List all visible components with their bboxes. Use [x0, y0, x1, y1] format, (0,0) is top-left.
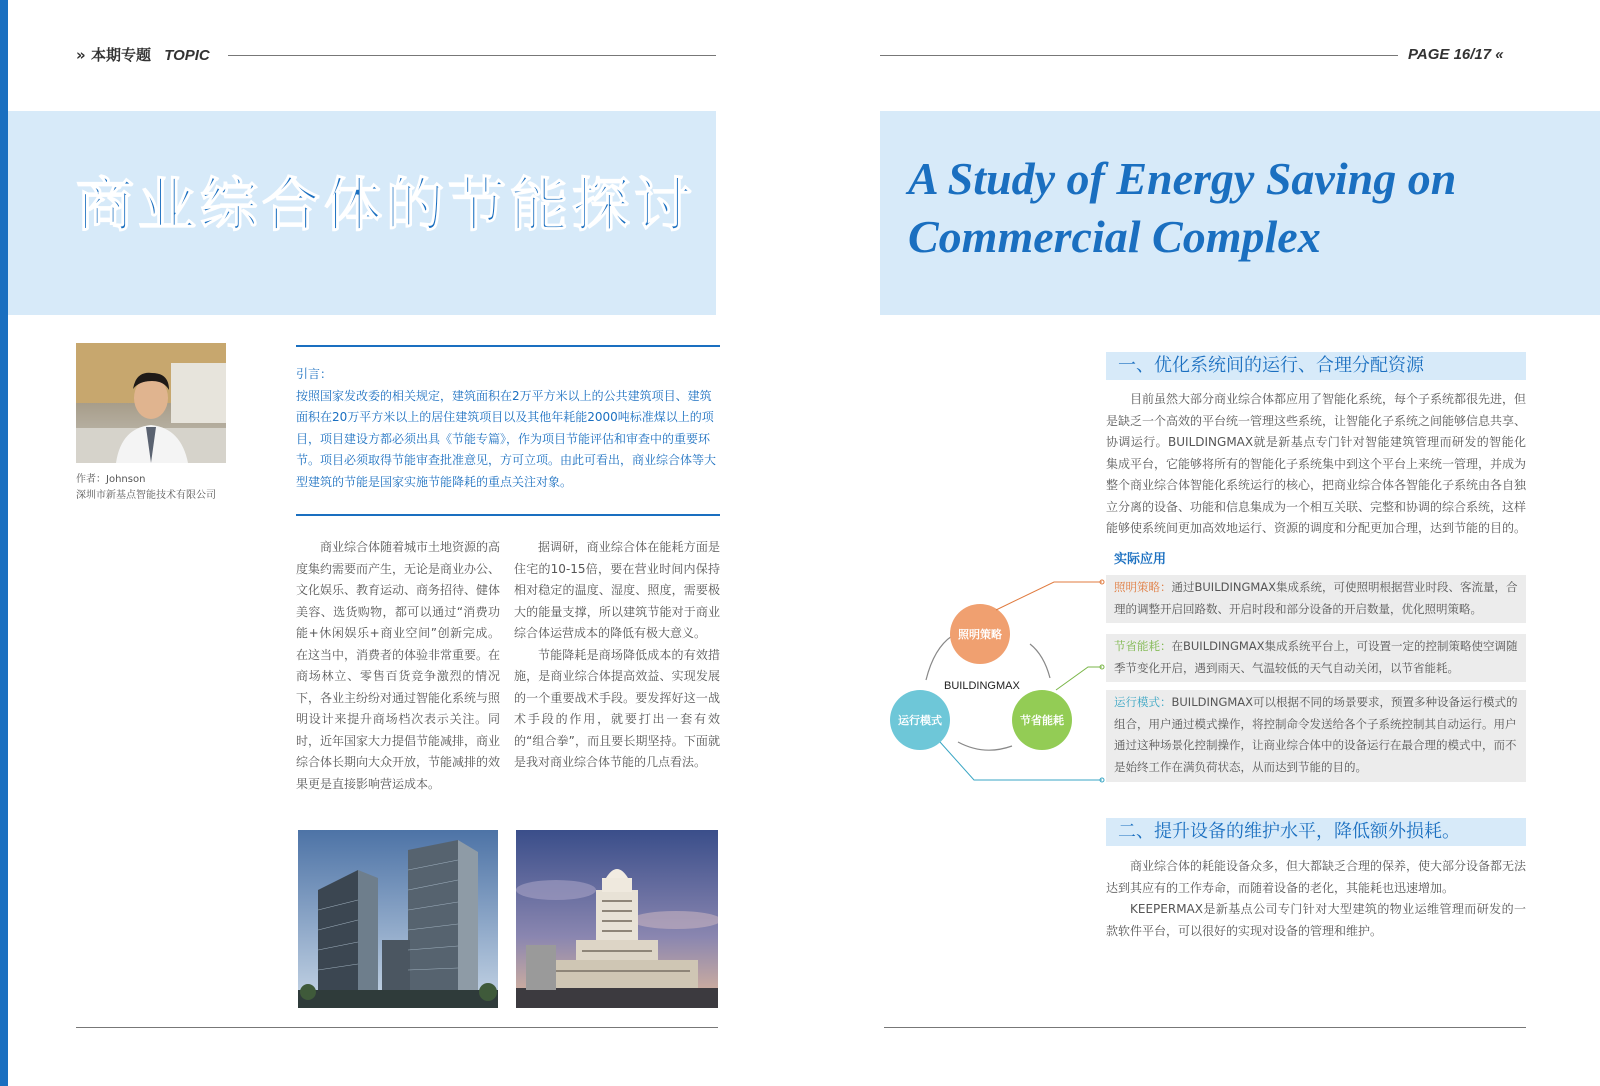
author-photo [76, 343, 226, 463]
page-number: PAGE 16/17 « [1408, 46, 1504, 63]
office-towers-image [298, 830, 498, 1008]
section1-body [1106, 389, 1526, 540]
intro-rule-top [296, 345, 720, 347]
footer-rule-right [884, 1027, 1526, 1028]
section2-paragraph: KEEPERMAX是新基点公司专门针对大型建筑的物业运维管理而研发的一款软件平台，可以很好的实现对设备的管理和维护。 [1106, 902, 1526, 938]
header-topic-label: TOPIC [164, 47, 210, 64]
building-image-2 [516, 830, 718, 1008]
intro-text: 按照国家发改委的相关规定，建筑面积在2万平方米以上的公共建筑项目、建筑面积在20万平方米以上的居住建筑项目以及其他年耗能2000吨标准煤以上的项目，项目建设方都必须出具《节能专篇》，作为项目节能评估和审查中的重要环节。项目必须取得节能审查批准意见，方可立项。由此可看出，商业综合体等大型建筑的节能是国家实施节能降耗的重点关注对象。 [296, 388, 717, 489]
section1-heading: 一、优化系统间的运行、合理分配资源 [1106, 352, 1526, 380]
author-company: 深圳市新基点智能技术有限公司 [76, 490, 216, 501]
page-title-cn: 商业综合体的节能探讨 [76, 171, 697, 239]
intro-rule-bottom [296, 514, 720, 516]
section-header-left [76, 44, 210, 65]
author-name: 作者：Johnson [76, 474, 146, 485]
energy-saving-box [1106, 634, 1526, 682]
energy-saving-circle: 节省能耗 [1012, 690, 1072, 750]
header-cn-label: 本期专题 [90, 46, 151, 64]
item-key: 运行模式： [1114, 695, 1172, 709]
hotel-building-image [516, 830, 718, 1008]
item-text: 通过BUILDINGMAX集成系统，可使照明根据营业时段、客流量，合理的调整开启回路数、开启时段和部分设备的开启数量，优化照明策略。 [1114, 580, 1518, 616]
double-chevron-right-icon: » [76, 46, 86, 64]
section2-paragraph: 商业综合体的耗能设备众多，但大都缺乏合理的保养，使大部分设备都无法达到其应有的工作寿命，而随着设备的老化，其能耗也迅速增加。 [1106, 859, 1527, 895]
author-info [76, 472, 216, 504]
intro-label: 引言： [296, 367, 333, 381]
body-paragraph: 商业综合体随着城市土地资源的高度集约需要而产生，无论是商业办公、文化娱乐、教育运动、商务招待、健体美容、选货购物，都可以通过“消费功能+休闲娱乐+商业空间”创新完成。在这当中，消费者的体验非常重要。在商场林立、零售百货竞争激烈的情况下，各业主纷纷对通过智能化系统与照明设计来提升商场档次表示关注。同时，近年国家大力提倡节能减排，商业综合体长期向大众开放，节能减排的效果更是直接影响营运成本。 [296, 540, 501, 791]
item-text: 在BUILDINGMAX集成系统平台上，可设置一定的控制策略使空调随季节变化开启，遇到雨天、气温较低的天气自动关闭，以节省能耗。 [1114, 639, 1518, 675]
lighting-strategy-box [1106, 575, 1526, 623]
body-paragraph: 节能降耗是商场降低成本的有效措施，是商业综合体提高效益、实现发展的一个重要战术手段。要发挥好这一战术手段的作用，就要打出一套有效的“组合拳”，而且要长期坚持。下面就是我对商业综合体节能的几点看法。 [514, 647, 720, 769]
diagram-center-label: BUILDINGMAX [944, 680, 1020, 692]
double-chevron-left-icon: « [1495, 46, 1504, 63]
building-image-1 [298, 830, 498, 1008]
page-edge-bar [0, 0, 8, 1086]
body-column-1 [296, 537, 500, 795]
application-heading: 实际应用 [1114, 552, 1167, 567]
diagram-connectors [884, 570, 1114, 790]
page-title-en: A Study of Energy Saving on Commercial Complex [908, 153, 1457, 262]
operation-mode-circle: 运行模式 [890, 690, 950, 750]
section2-heading: 二、提升设备的维护水平，降低额外损耗。 [1106, 818, 1526, 846]
lighting-strategy-circle: 照明策略 [950, 604, 1010, 664]
footer-rule-left [76, 1027, 718, 1028]
body-column-2 [514, 537, 720, 774]
intro-block [296, 364, 720, 493]
body-paragraph: 据调研，商业综合体在能耗方面是住宅的10-15倍，要在营业时间内保持相对稳定的温度、湿度、照度，需要极大的能量支撑，所以建筑节能对于商业综合体运营成本的降低有极大意义。 [514, 540, 720, 640]
person-portrait-icon [76, 343, 226, 463]
item-text: BUILDINGMAX可以根据不同的场景要求，预置多种设备运行模式的组合，用户通过模式操作，将控制命令发送给各个子系统控制其自动运行。用户通过这种场景化控制操作，让商业综合体中的设备运行在最合理的模式中，而不是始终工作在满负荷状态，从而达到节能的目的。 [1114, 695, 1518, 774]
section2-body [1106, 856, 1526, 942]
header-rule-right [880, 55, 1398, 56]
header-rule-left [228, 55, 716, 56]
item-key: 照明策略： [1114, 580, 1172, 594]
item-key: 节省能耗： [1114, 639, 1172, 653]
operation-mode-box [1106, 690, 1526, 782]
section1-paragraph: 目前虽然大部分商业综合体都应用了智能化系统，每个子系统都很先进，但是缺乏一个高效的平台统一管理这些系统，让智能化子系统之间能够信息共享、协调运行。BUILDINGMAX就是新基点专门针对智能建筑管理而研发的智能化集成平台，它能够将所有的智能化子系统集中到这个平台上来统一管理，并成为整个商业综合体智能化系统运行的核心，把商业综合体各智能化子系统由各自独立分离的设备、功能和信息集成为一个相互关联、完整和协调的综合系统，这样能够使系统间更加高效地运行、资源的调度和分配更加合理，达到节能的目的。 [1106, 392, 1527, 535]
